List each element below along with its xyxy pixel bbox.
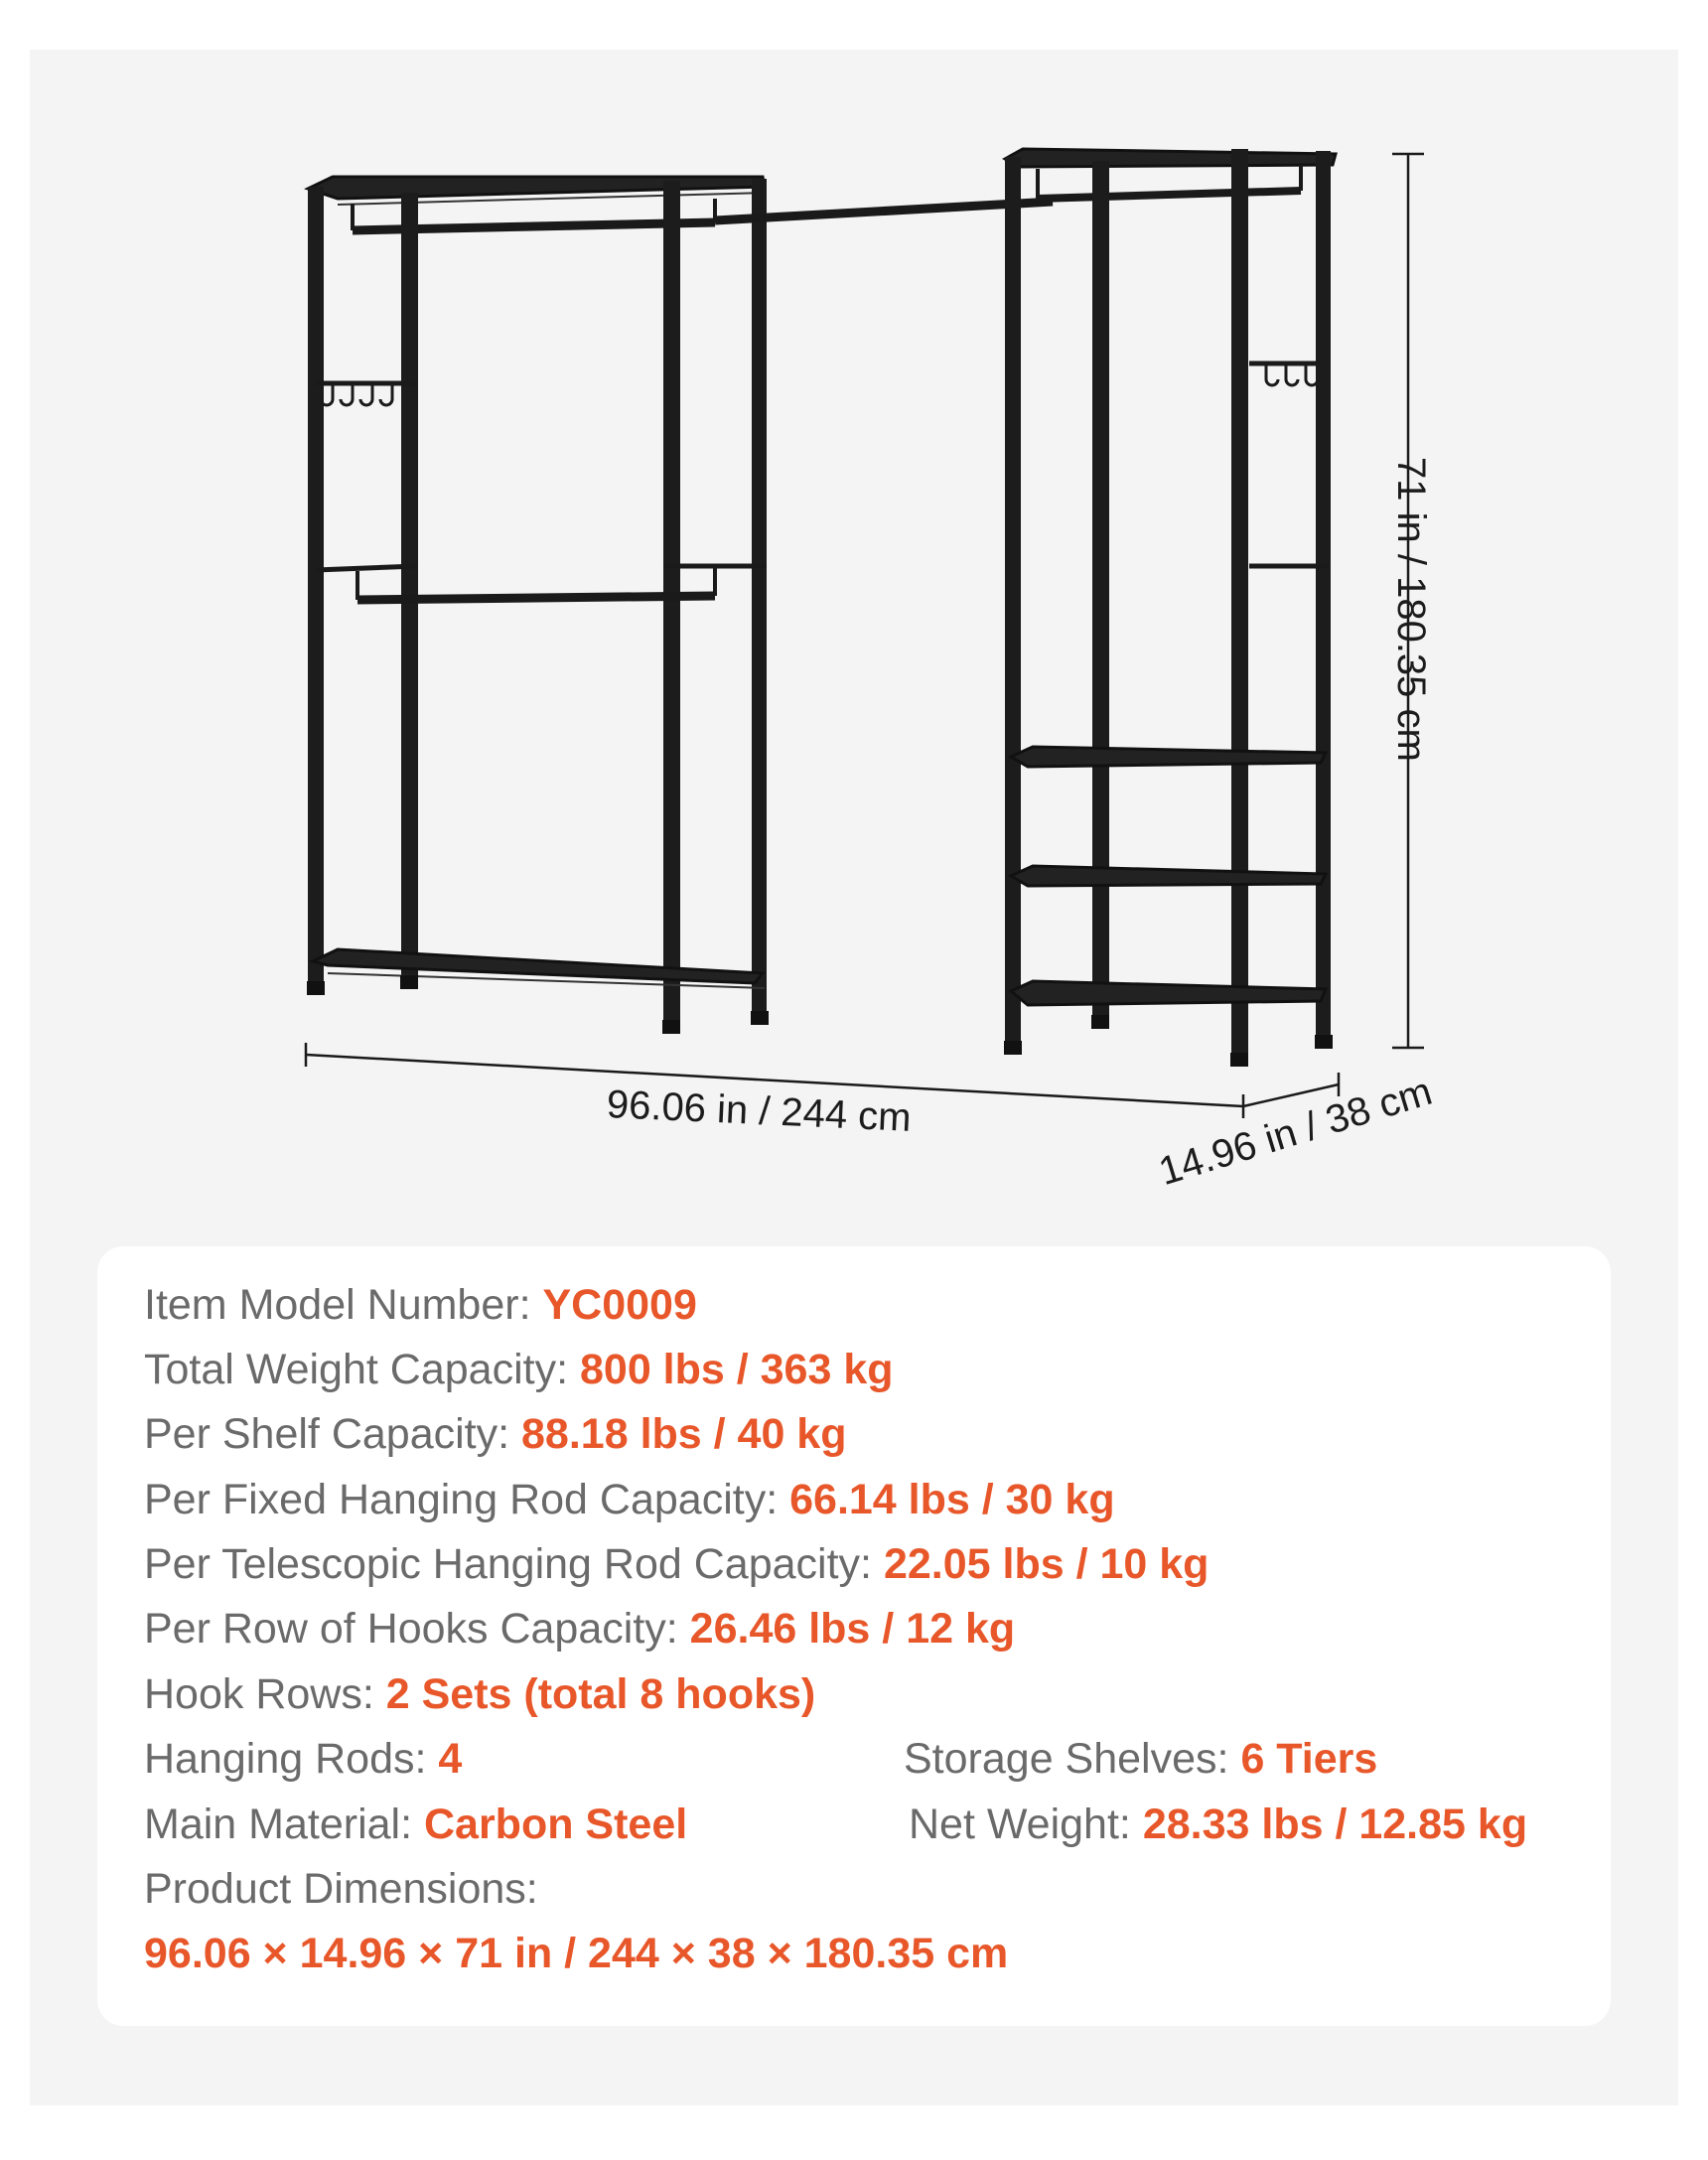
spec-value: 6 Tiers — [1240, 1735, 1378, 1783]
spec-value: 22.05 lbs / 10 kg — [883, 1540, 1210, 1588]
right-shelf-2 — [1011, 866, 1326, 886]
spec-product-dimensions-label — [144, 1863, 538, 1915]
spec-value: 96.06 × 14.96 × 71 in / 244 × 38 × 180.35 cm — [144, 1930, 1009, 1977]
dimension-lines — [306, 154, 1424, 1118]
height-dimension-label: 71 in / 180.35 cm — [1389, 457, 1433, 762]
spec-fixed-rod — [144, 1474, 1115, 1525]
right-top-shelf — [1005, 149, 1336, 167]
spec-label: Per Fixed Hanging Rod Capacity: — [144, 1476, 779, 1523]
spec-label: Per Telescopic Hanging Rod Capacity: — [144, 1540, 872, 1588]
spec-product-dimensions-value — [144, 1928, 1008, 1979]
spec-main-material — [144, 1799, 687, 1850]
spec-label: Hanging Rods: — [144, 1735, 427, 1783]
spec-value: 2 Sets (total 8 hooks) — [385, 1670, 816, 1718]
spec-storage-shelves — [904, 1733, 1377, 1785]
spec-label: Main Material: — [144, 1800, 413, 1848]
spec-value: 4 — [438, 1735, 463, 1783]
left-bottom-shelf — [313, 949, 763, 983]
width-dimension-label: 96.06 in / 244 cm — [606, 1082, 913, 1140]
spec-total-weight — [144, 1344, 894, 1395]
spec-value: 800 lbs / 363 kg — [579, 1346, 894, 1393]
spec-value: 28.33 lbs / 12.85 kg — [1142, 1800, 1528, 1848]
spec-telescopic-rod — [144, 1538, 1209, 1590]
right-shelf-1 — [1011, 747, 1326, 767]
spec-value: YC0009 — [542, 1281, 697, 1329]
spec-value: 88.18 lbs / 40 kg — [521, 1410, 847, 1458]
spec-label: Per Row of Hooks Capacity: — [144, 1605, 678, 1653]
spec-per-shelf — [144, 1408, 847, 1460]
spec-hanging-rods — [144, 1733, 462, 1785]
spec-label: Storage Shelves: — [904, 1735, 1229, 1783]
left-rack-unit — [307, 177, 769, 1034]
spec-label: Item Model Number: — [144, 1281, 531, 1329]
depth-dimension-label: 14.96 in / 38 cm — [1154, 1069, 1438, 1195]
spec-label: Product Dimensions: — [144, 1865, 538, 1913]
spec-hooks-row — [144, 1603, 1015, 1655]
spec-label: Hook Rows: — [144, 1670, 374, 1718]
spec-label: Per Shelf Capacity: — [144, 1410, 510, 1458]
right-rack-unit — [1004, 149, 1336, 1067]
right-shelf-3 — [1011, 981, 1326, 1005]
spec-label: Total Weight Capacity: — [144, 1346, 569, 1393]
spec-hook-rows — [144, 1668, 815, 1720]
spec-value: Carbon Steel — [423, 1800, 688, 1848]
spec-value: 26.46 lbs / 12 kg — [689, 1605, 1016, 1653]
spec-value: 66.14 lbs / 30 kg — [789, 1476, 1115, 1523]
spec-net-weight — [909, 1799, 1527, 1850]
spec-label: Net Weight: — [909, 1800, 1131, 1848]
spec-item-model — [144, 1279, 697, 1331]
